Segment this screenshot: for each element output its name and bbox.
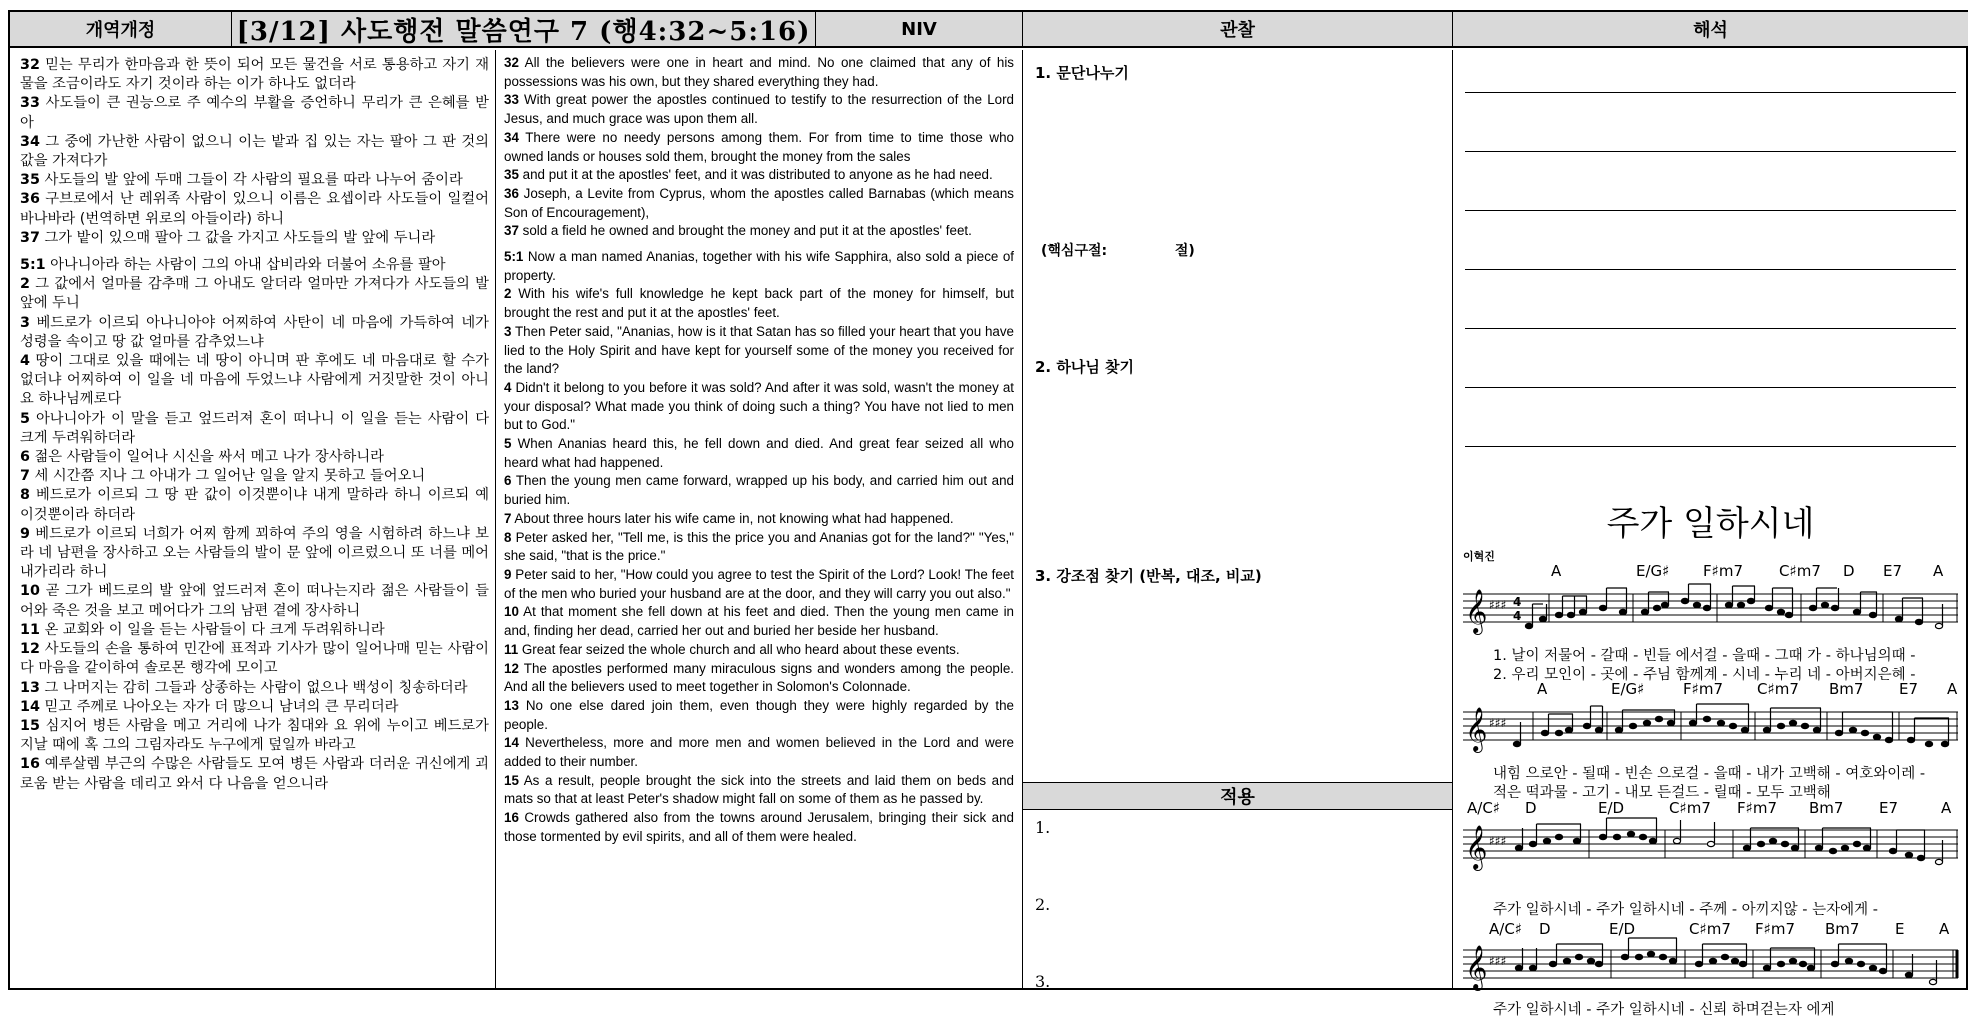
svg-text:4: 4 xyxy=(1513,609,1522,623)
chord: A xyxy=(1551,562,1562,580)
application-header: 적용 xyxy=(1023,782,1452,810)
verse-number: 15 xyxy=(504,772,519,788)
verse-number: 32 xyxy=(20,57,40,73)
key-verse-label: (핵심구절: xyxy=(1041,243,1108,259)
chord: E/D xyxy=(1598,799,1625,817)
verse xyxy=(504,435,1014,472)
chord: A xyxy=(1941,799,1952,817)
chord: E/G♯ xyxy=(1611,680,1645,698)
verse xyxy=(20,467,489,486)
verse-text: 그 중에 가난한 사람이 없으니 이는 밭과 집 있는 자는 팔아 그 판 것의 값을 가져다가 xyxy=(20,133,489,170)
verse-text: 믿고 주께로 나아오는 자가 더 많으니 남녀의 큰 무리더라 xyxy=(39,698,399,715)
verse-text: 세 시간쯤 지나 그 아내가 그 일어난 일을 알지 못하고 들어오니 xyxy=(29,468,426,485)
verse-number: 36 xyxy=(504,185,519,201)
niv-text-column xyxy=(496,50,1023,988)
verse-number: 36 xyxy=(20,191,40,208)
verse-number: 12 xyxy=(504,660,519,676)
verse-text: 베드로가 이르되 아나니아야 어찌하여 사탄이 네 마음에 가득하여 네가 성령을 속이고 땅 값 얼마를 감추었느냐 xyxy=(20,314,489,350)
svg-text:♯♯♯: ♯♯♯ xyxy=(1489,598,1507,612)
page-title: [3/12] 사도행전 말씀연구 7 (행4:32~5:16) xyxy=(232,12,816,48)
verse-text: The apostles performed many miraculous signs and wonders among the people. And all the believers used to meet together in Solomon's Colonnade. xyxy=(504,660,1014,695)
paragraph-gap xyxy=(20,248,489,256)
observation-header: 관찰 xyxy=(1023,12,1453,48)
verse-text: 땅이 그대로 있을 때에는 네 땅이 아니며 판 후에도 네 마음대로 할 수가 없더냐 어찌하여 이 일을 네 마음에 두었느냐 사람에게 거짓말한 것이 아니요 하나님께로다 xyxy=(20,353,489,408)
verse xyxy=(20,133,489,171)
observation-item-2: 2. 하나님 찾기 xyxy=(1035,358,1135,376)
svg-text:𝄞: 𝄞 xyxy=(1465,825,1488,869)
verse-text: 그 값에서 얼마를 감추매 그 아내도 알더라 얼마만 가져다가 사도들의 발 앞에 두니 xyxy=(20,276,489,312)
verse xyxy=(504,185,1014,222)
verse-text: 사도들의 손을 통하여 민간에 표적과 기사가 많이 일어나매 믿는 사람이 다 마음을 같이하여 솔로몬 행각에 모이고 xyxy=(20,641,489,677)
verse-number: 5 xyxy=(504,436,512,452)
verse-number: 2 xyxy=(20,276,30,293)
chord: A xyxy=(1939,920,1950,938)
verse xyxy=(504,129,1014,166)
observation-column xyxy=(1023,50,1453,991)
writing-line xyxy=(1465,92,1956,93)
verse-text: About three hours later his wife came in, not knowing what had happened. xyxy=(511,510,954,526)
verse-text: 온 교회와 이 일을 듣는 사람들이 다 크게 두려워하니라 xyxy=(39,621,385,638)
verse xyxy=(504,379,1014,435)
chord: C♯m7 xyxy=(1669,799,1711,817)
verse-number: 8 xyxy=(20,487,30,504)
verse-number: 33 xyxy=(20,95,40,112)
verse-text: 젊은 사람들이 일어나 시신을 싸서 메고 나가 장사하니라 xyxy=(29,449,384,466)
verse-number: 4 xyxy=(20,353,30,370)
music-staff-4 xyxy=(1463,938,1958,1000)
chord: C♯m7 xyxy=(1689,920,1731,938)
verse-text: Then Peter said, "Ananias, how is it that Satan has so filled your heart that you have lied to the Holy Spirit and have kept for yourself some of the money you received for the land? xyxy=(504,323,1014,377)
lyrics-line: 1. 날이 저물어 - 갈때 - 빈들 에서걸 - 을때 - 그때 가 - 하나님의때 - xyxy=(1493,648,1916,664)
lyrics-line: 주가 일하시네 - 주가 일하시네 - 주께 - 아끼지않 - 는자에게 - xyxy=(1493,902,1879,918)
song-title: 주가 일하시네 xyxy=(1606,504,1815,544)
verse xyxy=(504,641,1014,660)
key-verse-field xyxy=(1041,240,1195,260)
chord: E7 xyxy=(1883,562,1903,580)
verse-text: Then the young men came forward, wrapped up his body, and carried him out and buried him. xyxy=(504,473,1014,508)
application-item-3: 3. xyxy=(1035,972,1051,991)
chord: Bm7 xyxy=(1809,799,1844,817)
verse xyxy=(20,56,489,94)
application-item-1: 1. xyxy=(1035,818,1051,837)
verse-number: 2 xyxy=(504,286,512,302)
svg-text:♯♯♯: ♯♯♯ xyxy=(1489,716,1507,730)
verse-text: 그 나머지는 감히 그들과 상종하는 사람이 없으나 백성이 칭송하더라 xyxy=(39,679,468,696)
writing-line xyxy=(1465,151,1956,152)
music-staff-3 xyxy=(1463,818,1958,880)
music-staff-1 xyxy=(1463,582,1958,644)
verse xyxy=(20,94,489,132)
lyrics-line: 적은 떡과물 - 고기 - 내모 든걸드 - 릴때 - 모두 고백해 xyxy=(1493,785,1831,801)
music-staff-2 xyxy=(1463,700,1958,762)
verse-text: Peter asked her, "Tell me, is this the price you and Ananias got for the land?" "Yes," she said, "that is the price." xyxy=(504,529,1014,564)
verse xyxy=(20,275,489,313)
chord: D xyxy=(1843,562,1855,580)
observation-item-1: 1. 문단나누기 xyxy=(1035,64,1129,82)
chord: A xyxy=(1947,680,1958,698)
writing-line xyxy=(1465,210,1956,211)
verse-text: As a result, people brought the sick into the streets and laid them on beds and mats so that at least Peter's shadow might fall on some of them as he passed by. xyxy=(504,772,1014,807)
verse xyxy=(20,640,489,678)
verse-text: Great fear seized the whole church and all who heard about these events. xyxy=(518,641,960,657)
verse-number: 11 xyxy=(504,641,519,657)
verse xyxy=(20,621,489,640)
verse-text: Peter said to her, "How could you agree to test the Spirit of the Lord? Look! The feet of the men who buried your husband are at the door, and they will carry you out also." xyxy=(504,566,1014,601)
svg-text:4: 4 xyxy=(1513,595,1522,609)
verse-number: 6 xyxy=(20,449,30,466)
verse xyxy=(504,510,1014,529)
verse-text: 구브로에서 난 레위족 사람이 있으니 이름은 요셉이라 사도들이 일컬어 바나바라 (번역하면 위로의 아들이라) 하니 xyxy=(20,191,489,227)
svg-text:𝄞: 𝄞 xyxy=(1465,945,1488,989)
verse xyxy=(504,91,1014,128)
svg-text:♯♯♯: ♯♯♯ xyxy=(1489,834,1507,848)
verse xyxy=(504,603,1014,640)
verse-text: Now a man named Ananias, together with his wife Sapphira, also sold a piece of property. xyxy=(504,249,1014,283)
writing-line xyxy=(1465,446,1956,447)
verse-number: 12 xyxy=(20,641,40,658)
verse xyxy=(504,222,1014,241)
verse xyxy=(20,229,489,248)
verse xyxy=(504,660,1014,697)
verse-number: 9 xyxy=(20,525,30,542)
verse xyxy=(20,525,489,583)
verse-number: 32 xyxy=(504,55,519,70)
verse-text: 믿는 무리가 한마음과 한 뜻이 되어 모든 물건을 서로 통용하고 자기 재물을 조금이라도 자기 것이라 하는 이가 하나도 없더라 xyxy=(20,57,489,93)
chord: E7 xyxy=(1879,799,1899,817)
chord: Bm7 xyxy=(1825,920,1860,938)
writing-line xyxy=(1465,269,1956,270)
verse xyxy=(20,190,489,228)
chord: C♯m7 xyxy=(1757,680,1799,698)
lyrics-line: 주가 일하시네 - 주가 일하시네 - 신뢰 하며걷는자 에게 xyxy=(1493,1002,1835,1018)
chord: F♯m7 xyxy=(1703,562,1744,580)
verse-number: 4 xyxy=(504,379,512,395)
verse-text: 사도들의 발 앞에 두매 그들이 각 사람의 필요를 따라 나누어 줌이라 xyxy=(39,172,463,189)
verse-number: 37 xyxy=(20,229,40,246)
verse-text: When Ananias heard this, he fell down and died. And great fear seized all who heard what had happened. xyxy=(504,436,1014,470)
verse-number: 10 xyxy=(20,583,40,600)
chord: E xyxy=(1895,920,1905,938)
observation-item-3: 3. 강조점 찾기 (반복, 대조, 비교) xyxy=(1035,567,1262,585)
verse-text: Didn't it belong to you before it was sold? And after it was sold, wasn't the money at your disposal? What made you think of doing such a thing? You have not lied to men but to God." xyxy=(504,379,1014,433)
korean-text-column xyxy=(10,50,496,988)
verse xyxy=(20,352,489,410)
chord: A/C♯ xyxy=(1489,920,1523,938)
svg-text:𝄞: 𝄞 xyxy=(1465,707,1488,751)
verse-text: There were no needy persons among them. For from time to time those who owned lands or houses sold them, brought the money from the sales xyxy=(504,129,1014,164)
verse-number: 6 xyxy=(504,473,512,489)
writing-line xyxy=(1465,387,1956,388)
verse xyxy=(504,166,1014,185)
verse-text: Nevertheless, more and more men and women believed in the Lord and were added to their number. xyxy=(504,735,1014,770)
verse xyxy=(504,697,1014,734)
verse-text: 아나니아가 이 말을 듣고 엎드러져 혼이 떠나니 이 일을 듣는 사람이 다 크게 두려워하더라 xyxy=(20,410,489,446)
verse-number: 33 xyxy=(504,92,519,108)
niv-header: NIV xyxy=(816,12,1023,48)
verse xyxy=(504,809,1014,846)
paragraph-gap xyxy=(504,241,1014,248)
verse-number: 16 xyxy=(504,810,519,826)
chord: E/G♯ xyxy=(1636,562,1670,580)
lyrics-line: 내힘 으로안 - 될때 - 빈손 으로걸 - 을때 - 내가 고백해 - 여호와이레 - xyxy=(1493,766,1926,782)
chord: F♯m7 xyxy=(1737,799,1778,817)
verse xyxy=(504,323,1014,379)
svg-text:𝄞: 𝄞 xyxy=(1465,589,1488,633)
verse xyxy=(504,54,1014,91)
verse-number: 34 xyxy=(504,129,519,145)
application-item-2: 2. xyxy=(1035,895,1051,914)
verse-number: 14 xyxy=(504,735,519,751)
verse-number: 34 xyxy=(20,133,40,150)
verse xyxy=(20,698,489,717)
verse xyxy=(20,256,489,275)
study-sheet xyxy=(8,10,1968,1018)
svg-text:♯♯♯: ♯♯♯ xyxy=(1489,954,1507,968)
key-verse-suffix: 절) xyxy=(1174,243,1195,259)
verse-number: 13 xyxy=(504,697,519,713)
song-composer: 이혁진 xyxy=(1463,550,1495,563)
chord: A/C♯ xyxy=(1467,799,1501,817)
verse xyxy=(504,734,1014,771)
verse-number: 15 xyxy=(20,717,40,734)
chord: C♯m7 xyxy=(1779,562,1821,580)
verse-text: and put it at the apostles' feet, and it was distributed to anyone as he had need. xyxy=(518,167,993,183)
verse xyxy=(20,171,489,190)
verse xyxy=(20,410,489,448)
verse-text: 사도들이 큰 권능으로 주 예수의 부활을 증언하니 무리가 큰 은혜를 받아 xyxy=(20,95,489,131)
verse-text: 예루살렘 부근의 수많은 사람들도 모여 병든 사람과 더러운 귀신에게 괴로움 받는 사람을 데리고 와서 다 나음을 얻으니라 xyxy=(20,756,489,792)
verse xyxy=(504,772,1014,809)
verse-number: 7 xyxy=(504,510,512,526)
verse-number: 16 xyxy=(20,756,40,773)
chord: E7 xyxy=(1899,680,1919,698)
verse-number: 3 xyxy=(504,323,512,339)
verse xyxy=(504,566,1014,603)
verse-text: sold a field he owned and brought the money and put it at the apostles' feet. xyxy=(518,223,972,239)
verse-number: 8 xyxy=(504,529,512,545)
verse-text: 그가 밭이 있으매 팔아 그 값을 가지고 사도들의 발 앞에 두니라 xyxy=(39,229,436,246)
verse-number: 13 xyxy=(20,679,40,696)
verse-text: With his wife's full knowledge he kept back part of the money for himself, but brought the rest and put it at the apostles' feet. xyxy=(504,286,1014,321)
interpretation-column xyxy=(1453,50,1968,1018)
verse-text: With great power the apostles continued to testify to the resurrection of the Lord Jesus, and much grace was upon them all. xyxy=(504,92,1014,127)
verse-number: 35 xyxy=(20,172,40,189)
verse-text: 베드로가 이르되 너희가 어찌 함께 꾀하여 주의 영을 시험하려 하느냐 보라 네 남편을 장사하고 오는 사람들의 발이 문 앞에 이르렀으니 또 너를 메어 내가리라 하니 xyxy=(20,525,489,581)
interpretation-header: 해석 xyxy=(1453,12,1968,48)
lyrics-line: 2. 우리 모인이 - 곳에 - 주님 함께계 - 시네 - 누리 네 - 아버지은혜 - xyxy=(1493,667,1916,683)
verse-text: No one else dared join them, even though they were highly regarded by the people. xyxy=(504,697,1014,732)
verse xyxy=(504,472,1014,509)
verse-number: 11 xyxy=(20,621,40,638)
verse-text: All the believers were one in heart and mind. No one claimed that any of his possessions was his own, but they shared everything they had. xyxy=(504,55,1014,89)
verse-number: 37 xyxy=(504,223,519,239)
verse xyxy=(20,679,489,698)
chord: A xyxy=(1537,680,1548,698)
verse-number: 9 xyxy=(504,566,512,582)
chord: Bm7 xyxy=(1829,680,1864,698)
verse-text: 아나니아라 하는 사람이 그의 아내 삽비라와 더불어 소유를 팔아 xyxy=(45,257,446,274)
verse xyxy=(20,755,489,793)
version-header: 개역개정 xyxy=(10,12,232,48)
chord: A xyxy=(1933,562,1944,580)
verse-text: 베드로가 이르되 그 땅 판 값이 이것뿐이냐 내게 말하라 하니 이르되 예 이것뿐이라 하더라 xyxy=(20,487,489,523)
verse-text: 곧 그가 베드로의 발 앞에 엎드러져 혼이 떠나는지라 젊은 사람들이 들어와 죽은 것을 보고 메어다가 그의 남편 곁에 장사하니 xyxy=(20,583,489,619)
verse-number: 7 xyxy=(20,468,30,485)
verse xyxy=(20,448,489,467)
verse-number: 10 xyxy=(504,604,519,620)
verse-text: Crowds gathered also from the towns around Jerusalem, bringing their sick and those tormented by evil spirits, and all of them were healed. xyxy=(504,810,1014,844)
verse-number: 35 xyxy=(504,167,519,183)
verse xyxy=(504,285,1014,322)
verse xyxy=(20,717,489,755)
verse-text: 심지어 병든 사람을 메고 거리에 나가 침대와 요 위에 누이고 베드로가 지날 때에 혹 그의 그림자라도 누구에게 덮일까 바라고 xyxy=(20,717,489,754)
chord: F♯m7 xyxy=(1683,680,1724,698)
verse-number: 5:1 xyxy=(504,249,524,265)
chord: D xyxy=(1539,920,1551,938)
chord: F♯m7 xyxy=(1755,920,1796,938)
verse xyxy=(504,248,1014,285)
verse-text: At that moment she fell down at his feet and died. Then the young men came in and, finding her dead, carried her out and buried her beside her husband. xyxy=(504,604,1014,639)
verse-number: 5 xyxy=(20,410,30,427)
verse-number: 5:1 xyxy=(20,257,46,274)
verse xyxy=(504,529,1014,566)
verse xyxy=(20,582,489,620)
writing-line xyxy=(1465,328,1956,329)
verse-text: Joseph, a Levite from Cyprus, whom the apostles called Barnabas (which means Son of Encouragement), xyxy=(504,185,1014,220)
verse xyxy=(20,486,489,524)
verse-number: 3 xyxy=(20,314,30,331)
chord: E/D xyxy=(1609,920,1636,938)
verse xyxy=(20,314,489,352)
chord: D xyxy=(1525,799,1537,817)
verse-number: 14 xyxy=(20,698,40,715)
